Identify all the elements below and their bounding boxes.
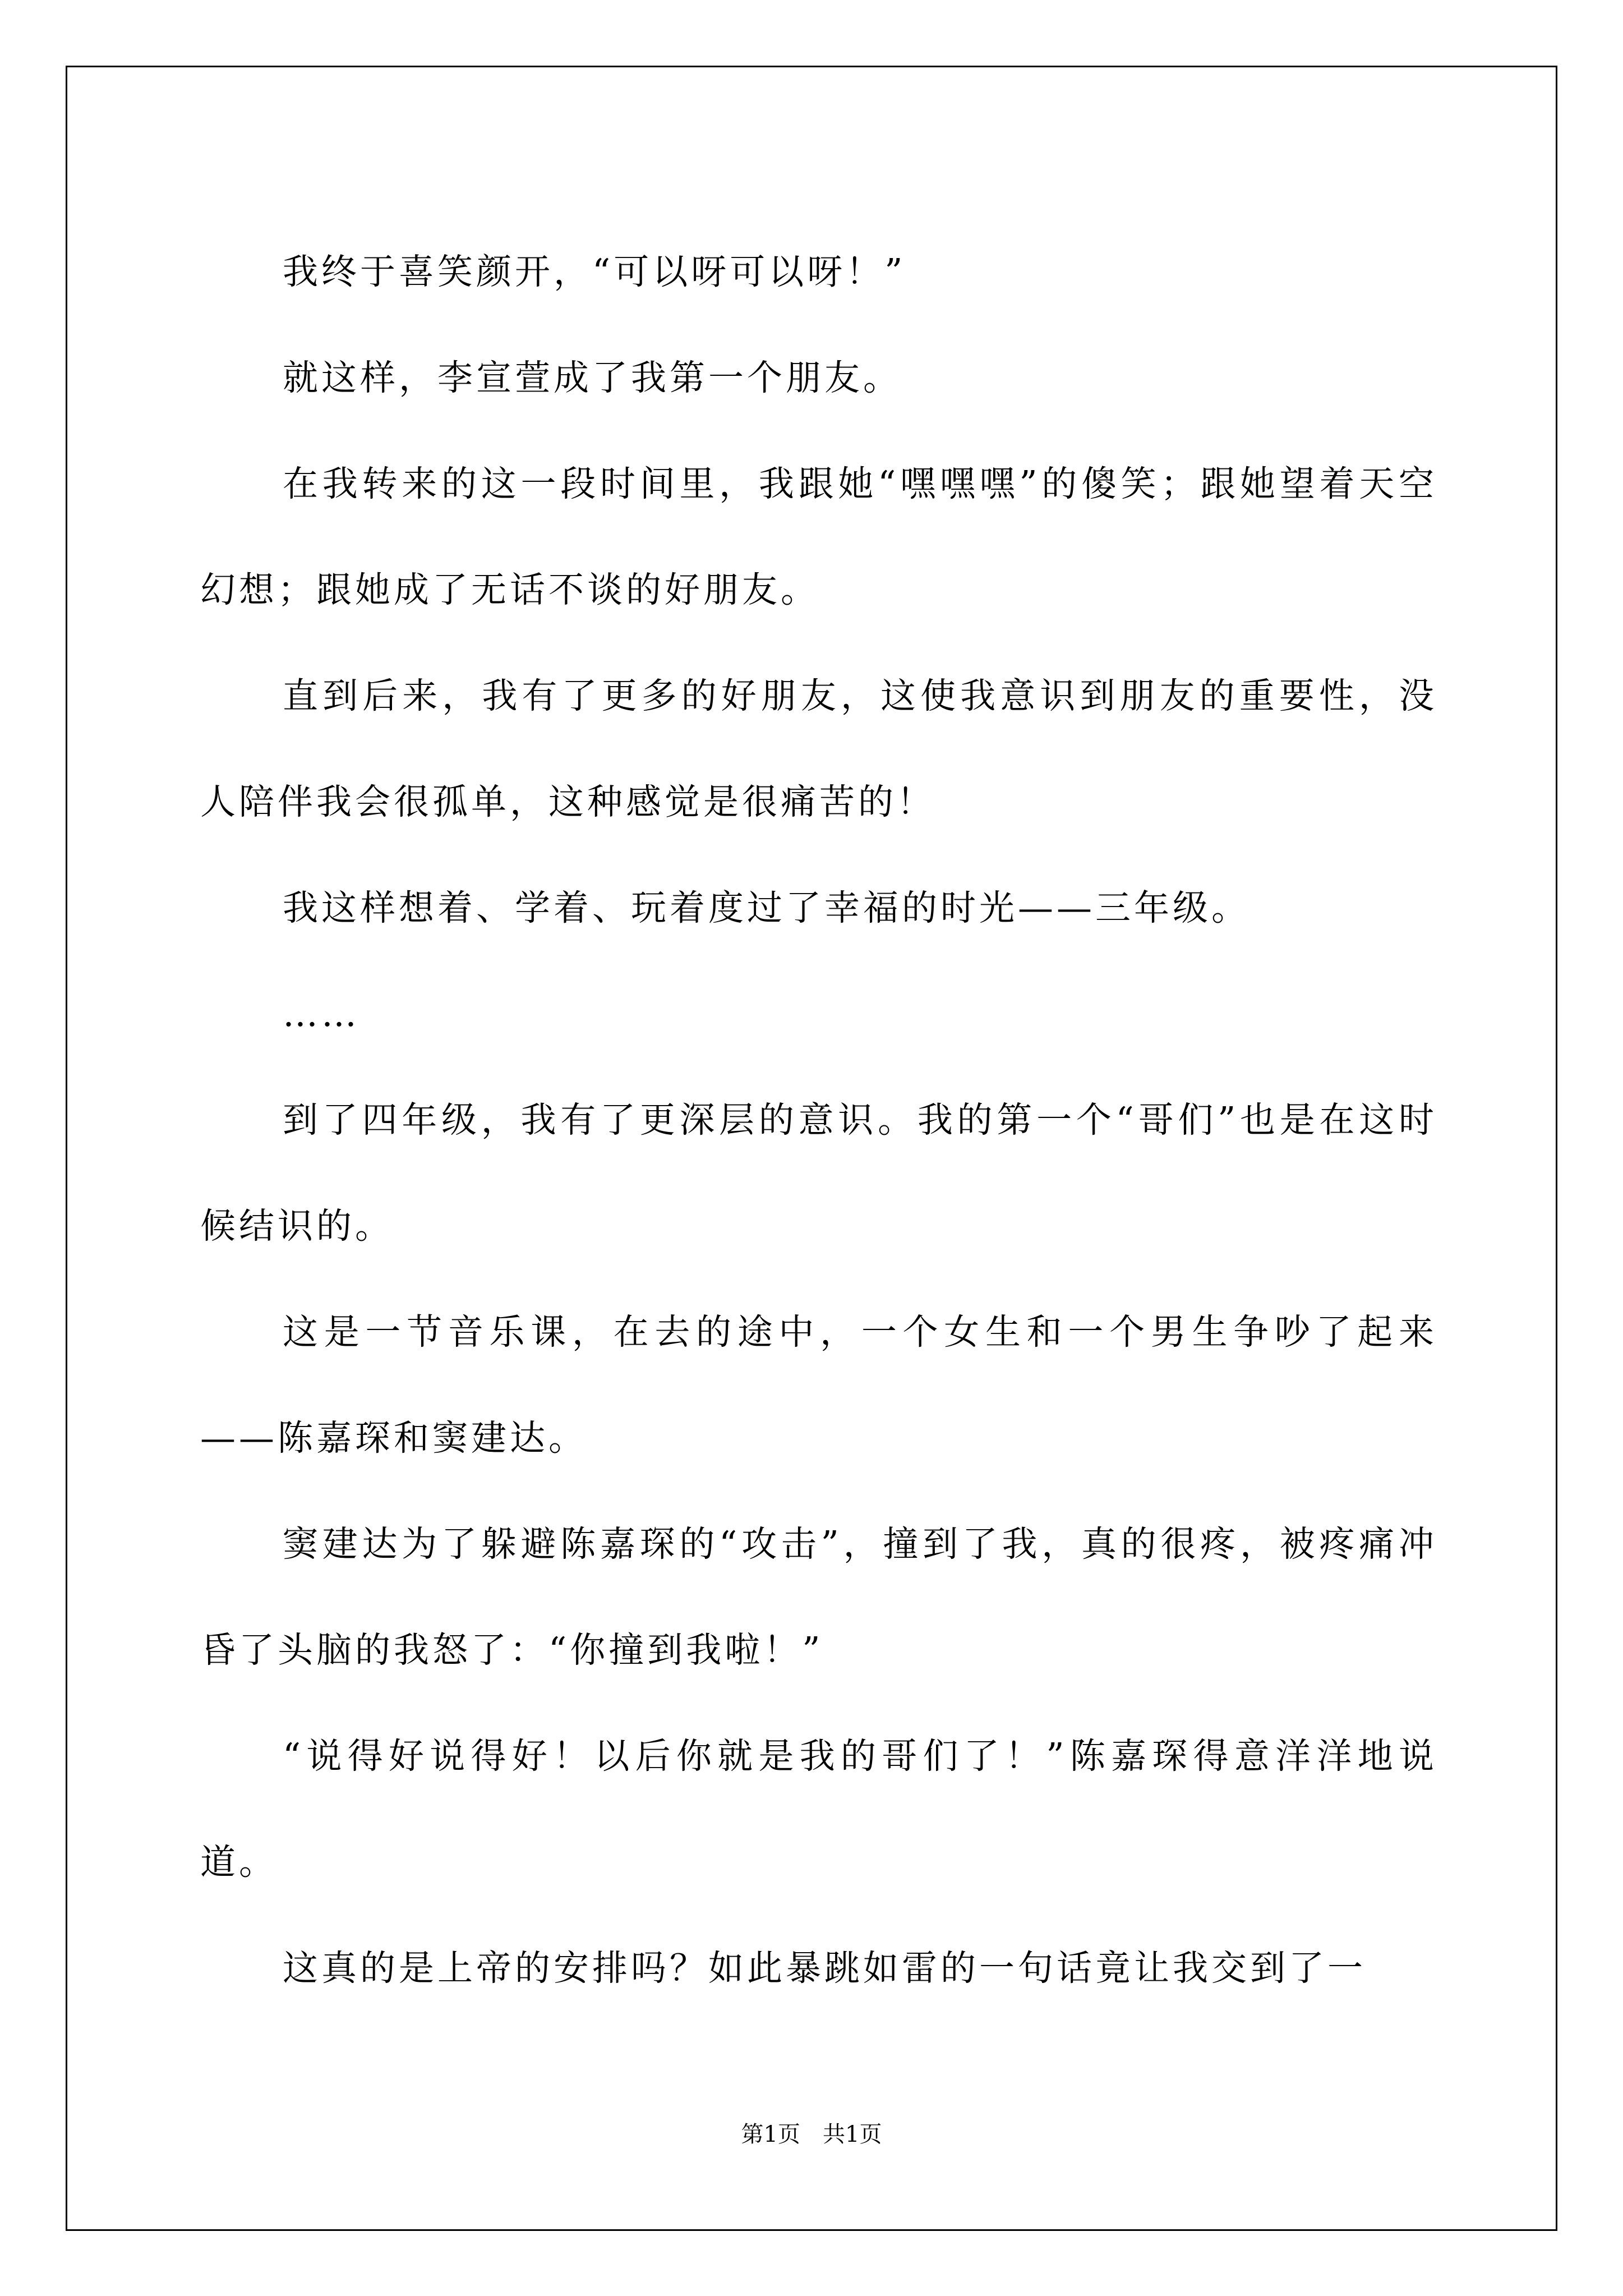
paragraph: 直到后来，我有了更多的好朋友，这使我意识到朋友的重要性，没人陪伴我会很孤单，这种感觉是很痛苦的！ xyxy=(200,675,1437,822)
paragraph-ellipsis: …… xyxy=(283,993,360,1034)
page-number-footer: 第1页 共1页 xyxy=(741,2122,882,2147)
document-body xyxy=(200,219,1437,2021)
paragraph: 这真的是上帝的安排吗？如此暴跳如雷的一句话竟让我交到了一 xyxy=(283,1948,1366,1989)
paragraph: 我这样想着、学着、玩着度过了幸福的时光——三年级。 xyxy=(283,887,1250,928)
paragraph: 在我转来的这一段时间里，我跟她“嘿嘿嘿”的傻笑；跟她望着天空幻想；跟她成了无话不谈的好朋友。 xyxy=(200,463,1437,610)
paragraph: 我终于喜笑颜开，“可以呀可以呀！” xyxy=(283,251,906,292)
paragraph: 窦建达为了躲避陈嘉琛的“攻击”，撞到了我，真的很疼，被疼痛冲昏了头脑的我怒了：“你撞到我啦！” xyxy=(200,1524,1437,1671)
paragraph: “说得好说得好！以后你就是我的哥们了！”陈嘉琛得意洋洋地说道。 xyxy=(200,1736,1437,1883)
paragraph: 这是一节音乐课，在去的途中，一个女生和一个男生争吵了起来——陈嘉琛和窦建达。 xyxy=(200,1312,1437,1458)
paragraph: 就这样，李宣萱成了我第一个朋友。 xyxy=(283,357,902,398)
paragraph: 到了四年级，我有了更深层的意识。我的第一个“哥们”也是在这时候结识的。 xyxy=(200,1099,1437,1246)
